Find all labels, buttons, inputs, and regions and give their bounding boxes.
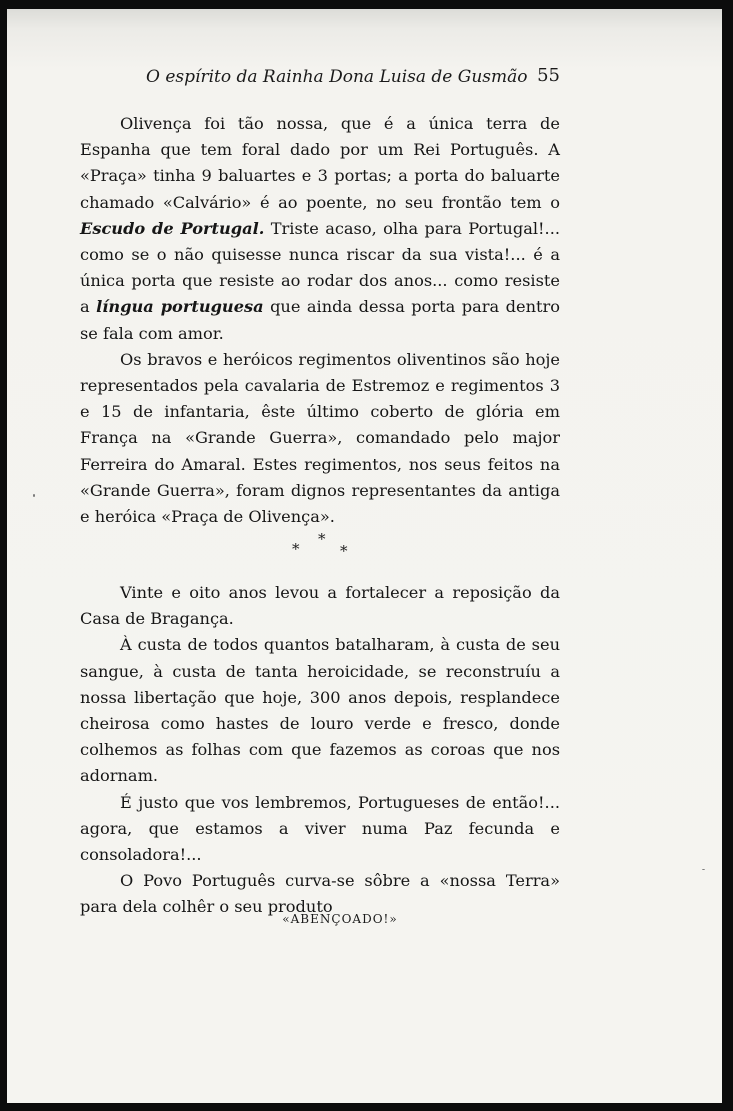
body-text-bottom (80, 580, 560, 921)
paragraph: É justo que vos lembremos, Portugueses de então!... agora, que estamos a viver numa Paz fecunda e consoladora!... (80, 792, 560, 865)
running-title: O espírito da Rainha Dona Luisa de Gusmão (146, 67, 528, 87)
text-segment: que ainda dessa porta para dentro se fala com amor. (80, 297, 560, 343)
page-number: 55 (537, 65, 560, 86)
paragraph (80, 111, 560, 347)
paragraph: Vinte e oito anos levou a fortalecer a reposição da Casa de Bragança. (80, 583, 560, 629)
scan-speck (33, 494, 35, 497)
closing-word: «ABENÇOADO!» (282, 912, 398, 926)
paragraph (80, 347, 560, 530)
paragraph: À custa de todos quantos batalharam, à custa de seu sangue, à custa de tanta heroicidade, se reconstruíu a nossa libertação que hoje, 300 anos depois, resplandece cheirosa como hastes de louro verde e fresco, donde colhemos as folhas com que fazemos as coroas que nos adornam. (80, 635, 560, 786)
text-segment: Triste acaso, olha para Portugal!... como se o não quisesse nunca riscar da sua vista!... é a única porta que resiste ao rodar dos anos... como resiste a (80, 218, 560, 317)
italic-segment: língua portuguesa (96, 297, 264, 317)
scan-speck (702, 869, 705, 870)
text-segment: Os bravos e heróicos regimentos oliventinos são hoje representados pela cavalaria de Estremoz e regimentos 3 e 15 de infantaria, êste último coberto de glória em França na «Grande Guerra», comandado pelo major Ferreira do Amaral. Estes regimentos, nos seus feitos na «Grande Guerra», foram dignos representantes da antiga e heróica «Praça de Olivença». (80, 349, 560, 527)
page-header (140, 62, 560, 92)
section-separator (280, 530, 370, 570)
asterisk-glyph: * (340, 542, 348, 560)
paragraph: O Povo Português curva-se sôbre a «nossa Terra» para dela colhêr o seu produto (80, 871, 560, 917)
text-segment: Olivença foi tão nossa, que é a única terra de Espanha que tem foral dado por um Rei Português. A «Praça» tinha 9 baluartes e 3 portas; a porta do baluarte chamado «Calvário» é ao poente, no seu frontão tem o (80, 114, 560, 212)
body-text-top (80, 111, 560, 530)
asterisk-glyph: * (292, 540, 300, 558)
italic-segment: Escudo de Portugal. (80, 218, 265, 238)
asterisk-glyph: * (318, 530, 326, 548)
